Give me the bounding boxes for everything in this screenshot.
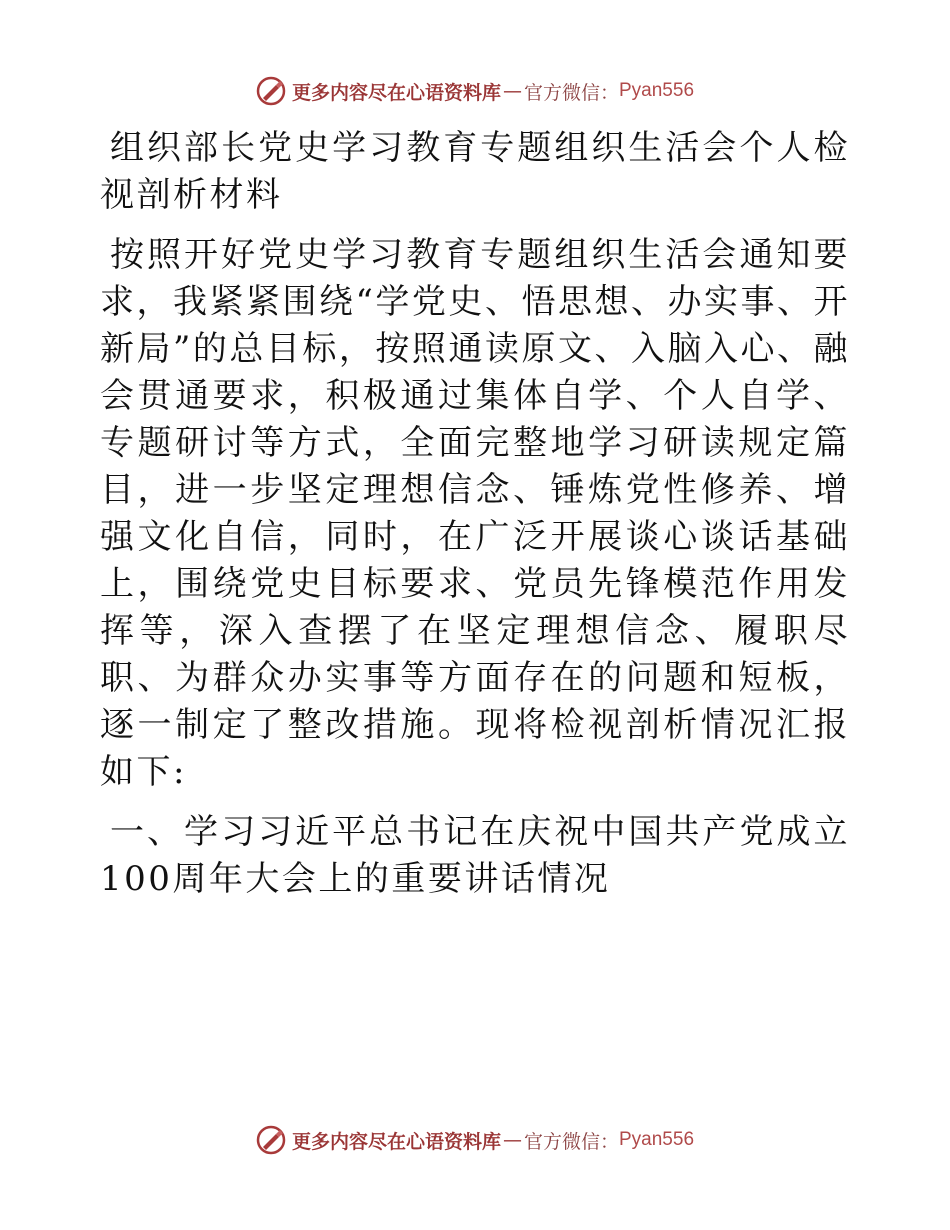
watermark-wechat-id: Pyan556 xyxy=(619,1129,695,1150)
watermark-text: 更多内容尽在心语资料库 xyxy=(291,1130,501,1153)
section-heading-1: 一、学习习近平总书记在庆祝中国共产党成立100周年大会上的重要讲话情况 xyxy=(100,812,850,899)
watermark-wechat-id: Pyan556 xyxy=(619,80,695,101)
watermark-official: 官方微信： xyxy=(523,1130,619,1153)
header-watermark xyxy=(0,71,950,111)
intro-paragraph: 按照开好党史学习教育专题组织生活会通知要求，我紧紧围绕“学党史、悟思想、办实事、开新局”的总目标，按照通读原文、入脑入心、融会贯通要求，积极通过集体自学、个人自学、专题研讨等方式，全面完整地学习研读规定篇目，进一步坚定理想信念、锤炼党性修养、增强文化自信，同时，在广泛开展谈心谈话基础上，围绕党史目标要求、党员先锋模范作用发挥等，深入查摆了在坚定理想信念、履职尽职、为群众办实事等方面存在的问题和短板，逐一制定了整改措施。现将检视剖析情况汇报如下: xyxy=(100,235,850,792)
document-body xyxy=(100,125,850,903)
watermark-text: 更多内容尽在心语资料库 xyxy=(291,81,501,104)
footer-watermark xyxy=(0,1120,950,1160)
watermark-dash: — xyxy=(502,80,522,102)
pen-logo-icon xyxy=(256,1125,286,1155)
pen-logo-icon xyxy=(256,76,286,106)
watermark-dash: — xyxy=(502,1129,522,1151)
document-title: 组织部长党史学习教育专题组织生活会个人检视剖析材料 xyxy=(100,128,850,215)
watermark-official: 官方微信： xyxy=(523,81,619,104)
